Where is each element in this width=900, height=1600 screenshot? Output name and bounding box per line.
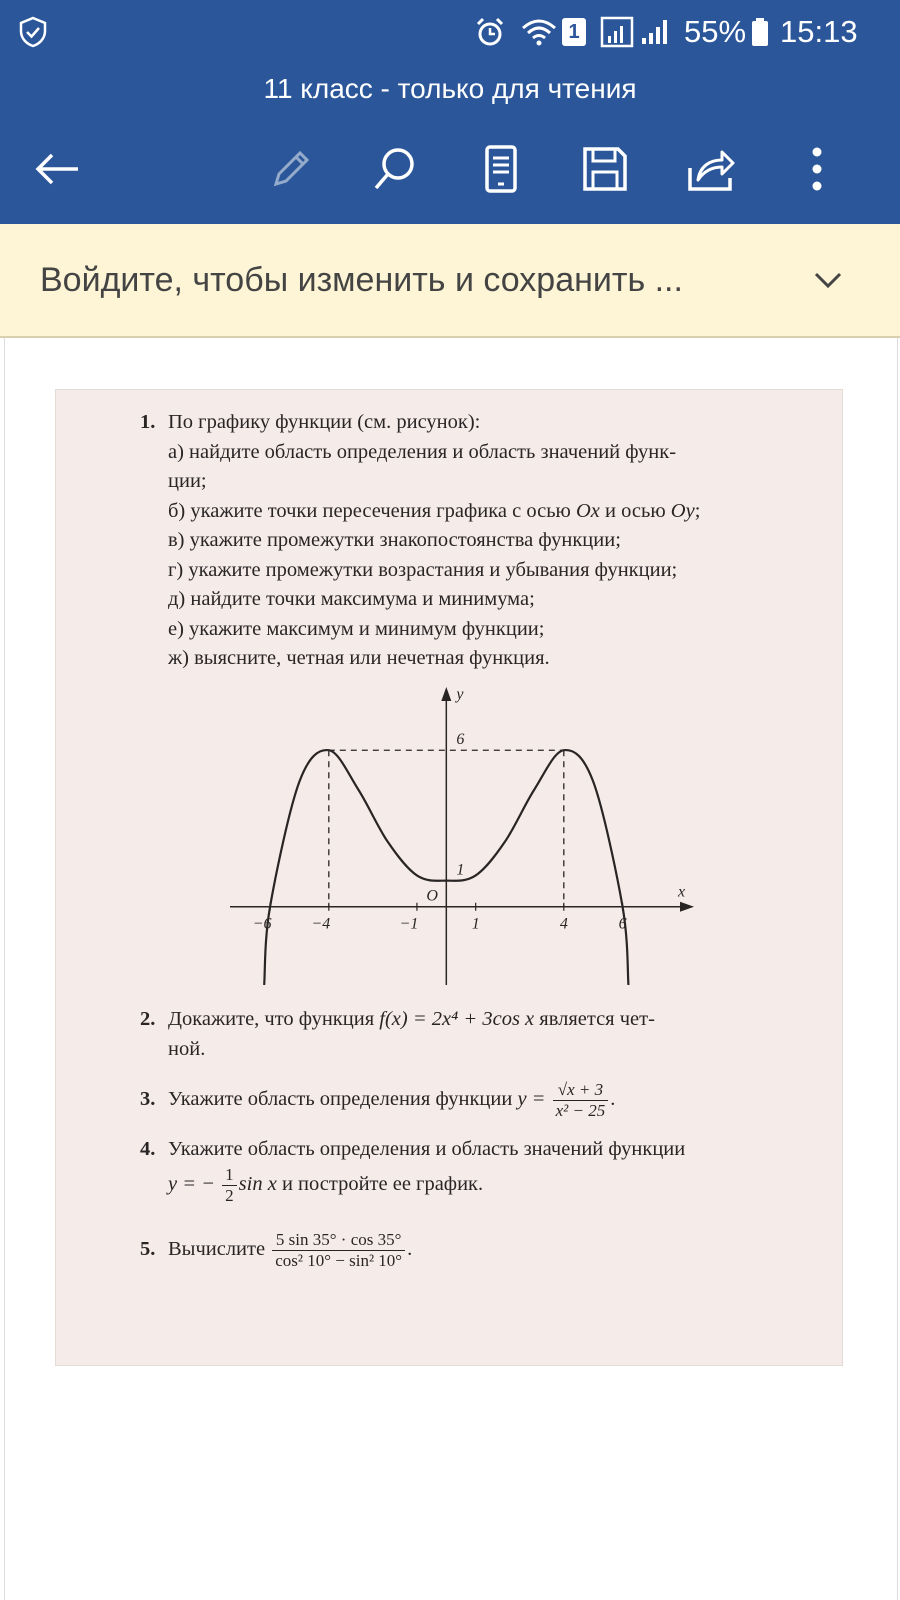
mobile-view-button[interactable] bbox=[466, 136, 536, 202]
more-options-button[interactable] bbox=[782, 136, 852, 202]
y-tick-label: 6 bbox=[456, 731, 465, 749]
question-4: 4. Укажите область определения и область значений функции y = − $\frac{1}{2}$ sin x и постройте ее график. bbox=[140, 1135, 830, 1206]
save-icon bbox=[580, 144, 630, 194]
y-tick-label: 1 bbox=[456, 861, 465, 879]
share-icon bbox=[686, 144, 736, 194]
battery-icon bbox=[750, 0, 770, 64]
shield-check-icon bbox=[18, 0, 48, 64]
sub-item-g: г) укажите промежутки возрастания и убывания функции; bbox=[168, 558, 678, 581]
toolbar bbox=[0, 114, 900, 224]
sub-item-a: а) найдите область определения и область значений функ- bbox=[168, 440, 677, 463]
x-tick-label: 1 bbox=[471, 915, 480, 933]
x-axis-arrow bbox=[680, 902, 694, 912]
sub-item-b: б) укажите точки пересечения графика с осью Ox и осью Oy; bbox=[168, 499, 701, 522]
share-button[interactable] bbox=[676, 136, 746, 202]
battery-percent: 55% bbox=[684, 14, 747, 49]
question-5: 5. Вычислите $\frac{5 \sin 35^\circ \cdot \cos 35^\circ}{\text{cos² 10° − sin² 10°}}$ . bbox=[140, 1230, 413, 1270]
y-axis-arrow bbox=[441, 687, 451, 701]
back-arrow-icon bbox=[32, 149, 82, 189]
fraction: $\frac{5 \sin 35^\circ \cdot \cos 35^\circ}{\text{cos² 10° − sin² 10°}}$ bbox=[272, 1230, 405, 1271]
clock: 15:13 bbox=[780, 14, 858, 49]
function-graph bbox=[226, 685, 696, 985]
wifi-icon bbox=[520, 0, 558, 64]
x-tick-label: −6 bbox=[252, 915, 272, 933]
sub-item-zh: ж) выясните, четная или нечетная функция. bbox=[168, 647, 550, 669]
question-number: 1. bbox=[140, 411, 156, 433]
mobile-view-icon bbox=[481, 144, 521, 194]
signal-icon bbox=[600, 0, 634, 64]
x-axis-label: x bbox=[678, 883, 686, 901]
sign-in-banner[interactable] bbox=[0, 224, 900, 338]
banner-expand-button[interactable] bbox=[806, 258, 850, 302]
back-button[interactable] bbox=[22, 136, 92, 202]
signal-bars-icon bbox=[640, 0, 670, 64]
question-number: 5. bbox=[140, 1238, 156, 1261]
y-axis-label: y bbox=[456, 686, 464, 703]
question-number: 2. bbox=[140, 1008, 156, 1030]
document-title: 11 класс - только для чтения bbox=[0, 64, 900, 114]
origin-label: O bbox=[426, 887, 438, 905]
chevron-down-icon bbox=[813, 270, 843, 290]
fraction: $\frac{√x + 3}{\text{x² − 25}}$ bbox=[553, 1080, 609, 1121]
sub-item-a-cont: ции; bbox=[168, 470, 207, 492]
x-tick-label: −1 bbox=[399, 915, 419, 933]
document-page bbox=[56, 390, 842, 1365]
sim-badge: 1 bbox=[562, 0, 586, 64]
question-text: По графику функции (см. рисунок): bbox=[168, 411, 481, 433]
sub-item-v: в) укажите промежутки знакопостоянства функции; bbox=[168, 529, 621, 551]
search-icon bbox=[370, 144, 420, 194]
alarm-icon bbox=[474, 0, 506, 64]
sub-item-e: е) укажите максимум и минимум функции; bbox=[168, 617, 545, 640]
x-tick-label: 6 bbox=[618, 915, 627, 933]
status-bar bbox=[0, 0, 900, 64]
question-number: 3. bbox=[140, 1088, 156, 1111]
search-button[interactable] bbox=[360, 136, 430, 202]
save-button[interactable] bbox=[570, 136, 640, 202]
question-3: 3. Укажите область определения функции y = $\frac{√x + 3}{\text{x² − 25}}$ . bbox=[140, 1080, 616, 1120]
more-icon bbox=[807, 144, 827, 194]
question-number: 4. bbox=[140, 1138, 156, 1160]
formula: f(x) = 2x⁴ + 3cos x bbox=[379, 1008, 535, 1030]
edit-pencil-icon bbox=[266, 144, 316, 194]
question-1 bbox=[140, 408, 830, 674]
question-2: 2. Докажите, что функция f(x) = 2x⁴ + 3cos x является чет- ной. bbox=[140, 1005, 830, 1064]
x-tick-label: −4 bbox=[311, 915, 331, 933]
fraction: $\frac{1}{2}$ bbox=[222, 1165, 237, 1206]
banner-text: Войдите, чтобы изменить и сохранить ... bbox=[40, 261, 683, 299]
sub-item-d: д) найдите точки максимума и минимума; bbox=[168, 588, 535, 610]
edit-button[interactable] bbox=[256, 136, 326, 202]
x-tick-label: 4 bbox=[559, 915, 568, 933]
